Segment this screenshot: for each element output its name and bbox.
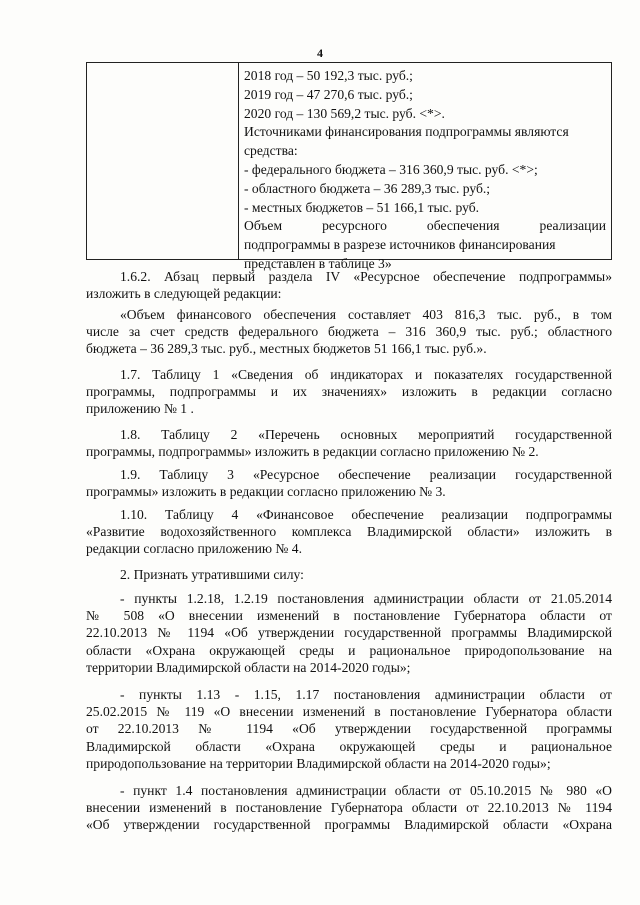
paragraph-1-6-2 [86, 268, 612, 302]
paragraph-1-8 [86, 426, 612, 460]
paragraph-line: «Об утверждении государственной программы Владимирской области «Охрана [86, 817, 612, 833]
paragraph-line: «Развитие водохозяйственного комплекса Владимирской области» изложить в [86, 524, 612, 540]
paragraph-line: числе за счет средств федерального бюджета – 316 360,9 тыс. руб.; областного [86, 324, 612, 340]
paragraph-line: редакции согласно приложению № 4. [86, 541, 302, 557]
table-cell-line: Объем ресурсного обеспечения реализации [244, 218, 606, 234]
paragraph-line: области «Охрана окружающей среды и рациональное природопользование на [86, 642, 612, 658]
table-cell-line: 2020 год – 130 569,2 тыс. руб. <*>. [244, 105, 445, 121]
paragraph-line: 25.02.2015 № 119 «О внесении изменений в постановление Губернатора области [86, 704, 612, 720]
paragraph-line: природопользование на территории Владимирской области на 2014-2020 годы»; [86, 755, 551, 771]
paragraph-line: 1.6.2. Абзац первый раздела IV «Ресурсное обеспечение подпрограммы» [120, 269, 612, 284]
paragraph-line: Владимирской области «Охрана окружающей среды и рациональное [86, 738, 612, 754]
page-number: 4 [317, 46, 323, 60]
table-cell-line: Источниками финансирования подпрограммы являются [244, 124, 569, 140]
funding-table [86, 62, 612, 271]
paragraph-line: 1.8. Таблицу 2 «Перечень основных мероприятий государственной [120, 427, 612, 442]
paragraph-2 [86, 566, 612, 583]
paragraph-line: программы, подпрограммы» изложить в редакции согласно приложению № 2. [86, 444, 539, 460]
paragraph-line: программы» изложить в редакции согласно приложению № 3. [86, 484, 446, 500]
paragraph-1-9 [86, 466, 612, 500]
paragraph-line: - пункты 1.13 - 1.15, 1.17 постановления администрации области от [120, 687, 612, 702]
table-cell-line: средства: [244, 143, 298, 159]
paragraph-2-item-b [86, 686, 612, 772]
paragraph-line: - пункты 1.2.18, 1.2.19 постановления администрации области от 21.05.2014 [120, 591, 612, 606]
paragraph-line: территории Владимирской области на 2014-2020 годы»; [86, 659, 411, 675]
paragraph-line: бюджета – 36 289,3 тыс. руб., местных бюджетов 51 166,1 тыс. руб.». [86, 341, 487, 357]
paragraph-2-item-a [86, 590, 612, 676]
paragraph-line: 22.10.2013 № 1194 «Об утверждении государственной программы Владимирской [86, 625, 612, 641]
table-cell-line: - федерального бюджета – 316 360,9 тыс. руб. <*>; [244, 161, 538, 177]
paragraph-line: 1.9. Таблицу 3 «Ресурсное обеспечение реализации государственной [120, 467, 612, 482]
paragraph-2-item-c [86, 782, 612, 834]
table-cell-line: 2019 год – 47 270,6 тыс. руб.; [244, 86, 413, 102]
paragraph-line: изложить в следующей редакции: [86, 286, 282, 302]
paragraph-line: № 508 «О внесении изменений в постановление Губернатора области от [86, 608, 612, 624]
paragraph-1-10 [86, 506, 612, 558]
paragraph-line: 1.7. Таблицу 1 «Сведения об индикаторах и показателях государственной [120, 367, 612, 382]
paragraph-1-7 [86, 366, 612, 418]
paragraph-line: от 22.10.2013 № 1194 «Об утверждении государственной программы [86, 721, 612, 737]
table-left-cell [87, 63, 239, 259]
table-cell-line: - местных бюджетов – 51 166,1 тыс. руб. [244, 199, 480, 215]
paragraph-line: внесении изменений в постановление Губернатора области от 22.10.2013 № 1194 [86, 800, 612, 816]
table-cell-line: подпрограммы в разрезе источников финансирования [244, 237, 556, 253]
paragraph-line: - пункт 1.4 постановления администрации области от 05.10.2015 № 980 «О [120, 783, 612, 798]
table-cell-line: - областного бюджета – 36 289,3 тыс. руб.; [244, 180, 491, 196]
paragraph-line: программы, подпрограммы и их значениях» изложить в редакции согласно [86, 384, 612, 400]
paragraph-line: 1.10. Таблицу 4 «Финансовое обеспечение реализации подпрограммы [120, 507, 612, 522]
paragraph-line: приложению № 1 . [86, 401, 194, 417]
table-cell-line: 2018 год – 50 192,3 тыс. руб.; [244, 68, 413, 83]
paragraph-line: «Объем финансового обеспечения составляет 403 816,3 тыс. руб., в том [120, 307, 612, 322]
paragraph-line: 2. Признать утратившими силу: [120, 567, 304, 582]
paragraph-1-6-2-quote [86, 306, 612, 358]
table-right-cell [244, 67, 606, 274]
table-cell-line: представлен в таблице 3» [244, 255, 392, 271]
